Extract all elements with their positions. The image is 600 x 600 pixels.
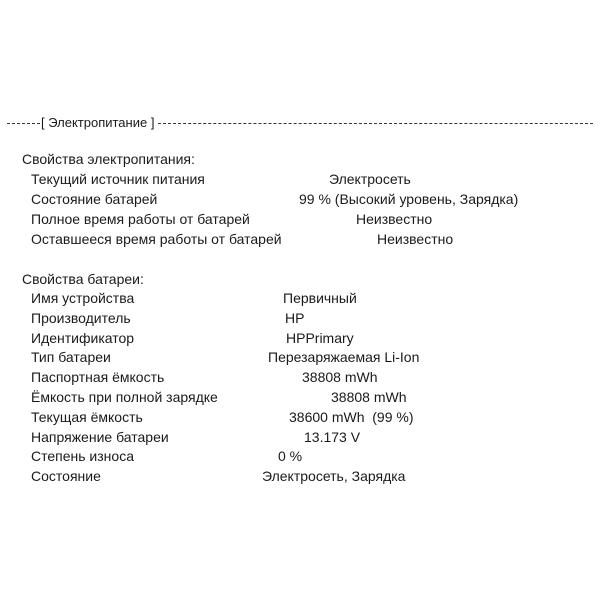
row-label: Состояние xyxy=(31,468,101,484)
row-label: Текущий источник питания xyxy=(31,171,205,187)
row-value: Электросеть xyxy=(329,171,411,187)
row-value: Неизвестно xyxy=(377,231,454,247)
battery-row-status xyxy=(0,468,600,488)
battery-row-design-capacity xyxy=(0,369,600,389)
row-value: 0 % xyxy=(278,448,303,464)
row-value: 13.173 V xyxy=(304,429,361,445)
power-row-remaining-runtime xyxy=(0,231,600,251)
power-row-battery-state xyxy=(0,191,600,211)
row-label: Состояние батарей xyxy=(31,191,158,207)
row-value: HPPrimary xyxy=(286,330,354,346)
row-value: Электросеть, Зарядка xyxy=(262,468,406,484)
header-title: [ Электропитание ] xyxy=(41,114,155,130)
row-label: Степень износа xyxy=(31,448,134,464)
battery-row-identifier xyxy=(0,330,600,350)
row-label: Полное время работы от батарей xyxy=(31,211,250,227)
row-label: Ёмкость при полной зарядке xyxy=(31,389,218,405)
power-properties-title: Свойства электропитания: xyxy=(22,151,195,167)
row-value: 38600 mWh (99 %) xyxy=(289,409,414,425)
row-label: Оставшееся время работы от батарей xyxy=(31,231,282,247)
battery-row-type xyxy=(0,349,600,369)
row-label: Текущая ёмкость xyxy=(31,409,143,425)
row-label: Паспортная ёмкость xyxy=(31,369,165,385)
row-label: Имя устройства xyxy=(31,290,135,306)
battery-row-voltage xyxy=(0,429,600,449)
row-value: 38808 mWh xyxy=(331,389,407,405)
row-value: Перезаряжаемая Li-Ion xyxy=(268,349,420,365)
battery-row-current-capacity xyxy=(0,409,600,429)
row-value: 99 % (Высокий уровень, Зарядка) xyxy=(299,191,519,207)
row-label: Тип батареи xyxy=(31,349,111,365)
header-divider-right xyxy=(158,123,593,124)
row-label: Идентификатор xyxy=(31,330,135,346)
power-row-full-runtime xyxy=(0,211,600,231)
header-divider-left xyxy=(7,123,40,124)
row-label: Напряжение батареи xyxy=(31,429,169,445)
battery-row-wear-level xyxy=(0,448,600,468)
section-header xyxy=(7,113,593,131)
row-label: Производитель xyxy=(31,310,131,326)
battery-row-manufacturer xyxy=(0,310,600,330)
row-value: Первичный xyxy=(283,290,357,306)
row-value: HP xyxy=(285,310,305,326)
power-row-source xyxy=(0,171,600,191)
row-value: Неизвестно xyxy=(356,211,433,227)
battery-properties-title: Свойства батареи: xyxy=(22,271,144,287)
battery-row-device-name xyxy=(0,290,600,310)
row-value: 38808 mWh xyxy=(302,369,378,385)
battery-row-full-charge-capacity xyxy=(0,389,600,409)
